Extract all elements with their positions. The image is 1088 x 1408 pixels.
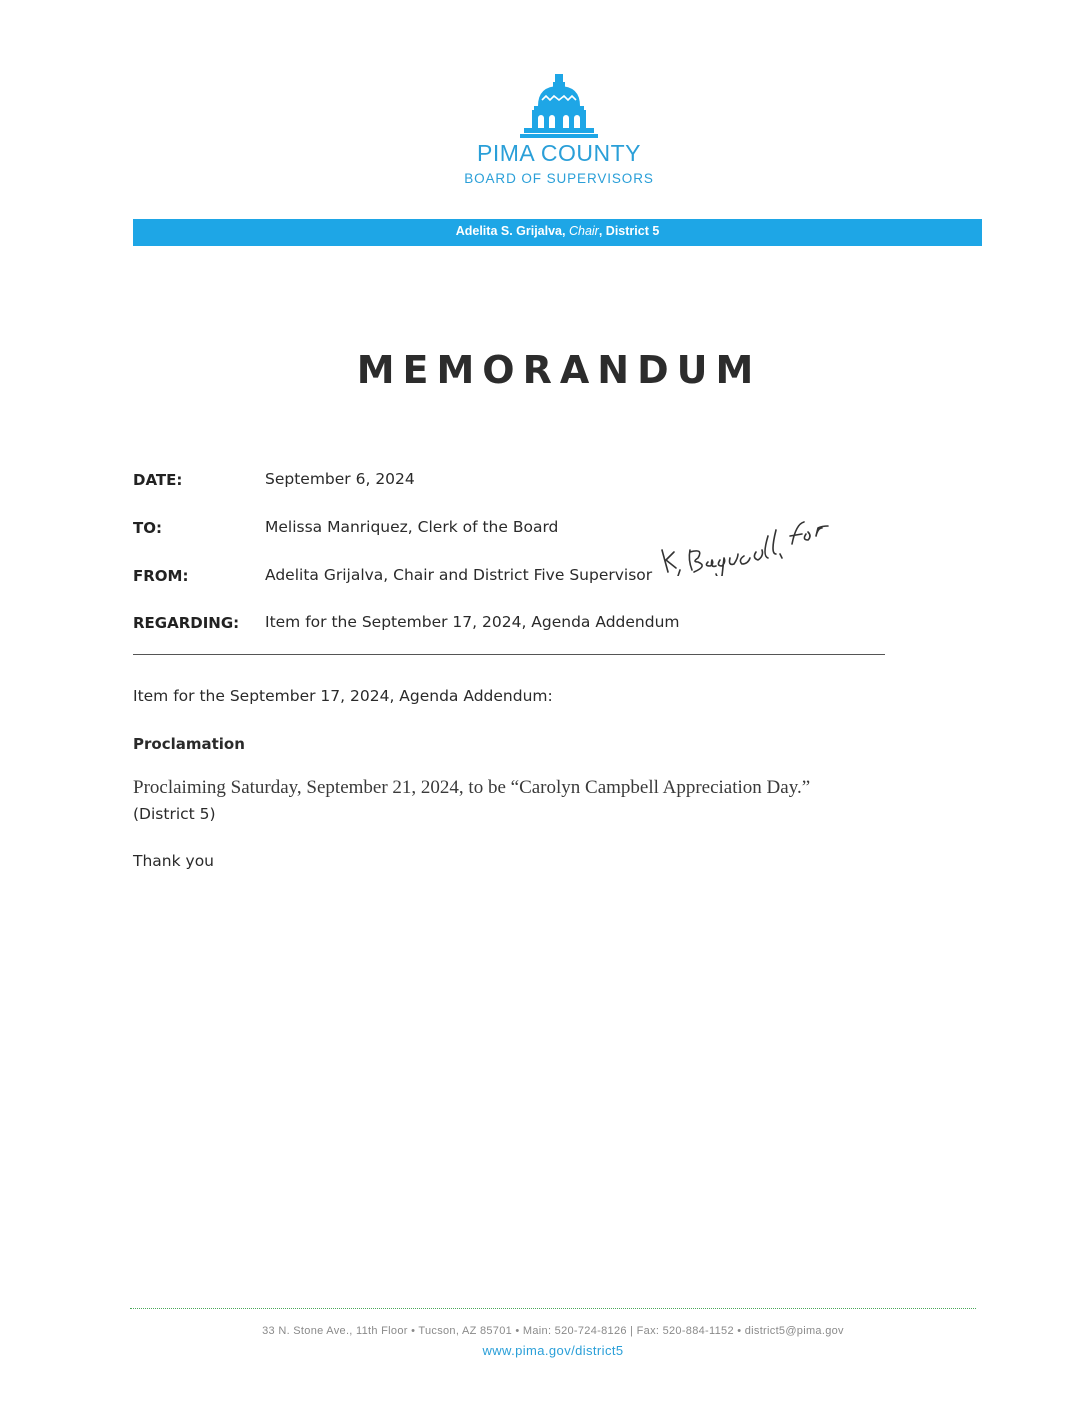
banner-role: Chair [568, 224, 599, 238]
regarding-value: Item for the September 17, 2024, Agenda Addendum [265, 613, 680, 631]
header-divider [133, 654, 885, 655]
intro-text: Item for the September 17, 2024, Agenda Addendum: [133, 687, 553, 705]
footer-address: 33 N. Stone Ave., 11th Floor • Tucson, AZ 85701 • Main: 520-724-8126 | Fax: 520-884-1152 • district5@pima.gov [262, 1325, 844, 1337]
proclamation-text: Proclaiming Saturday, September 21, 2024, to be “Carolyn Campbell Appreciation Day.” [133, 777, 811, 798]
to-label: TO: [133, 519, 162, 537]
regarding-label: REGARDING: [133, 614, 240, 632]
org-name: PIMA COUNTY [477, 140, 641, 166]
date-value: September 6, 2024 [265, 470, 415, 488]
document-title: MEMORANDUM [356, 348, 762, 392]
banner-district: , District 5 [598, 224, 660, 238]
proclamation-heading: Proclamation [133, 735, 245, 753]
footer-divider [130, 1308, 976, 1309]
handwritten-signature [652, 496, 842, 576]
date-label: DATE: [133, 471, 183, 489]
banner-text [133, 224, 982, 238]
capitol-dome-logo-icon [520, 72, 598, 140]
footer-url-link[interactable]: www.pima.gov/district5 [482, 1343, 624, 1358]
header-banner [133, 219, 982, 246]
from-value: Adelita Grijalva, Chair and District Five Supervisor [265, 566, 653, 584]
banner-name: Adelita S. Grijalva, [455, 224, 569, 238]
org-subtitle: BOARD OF SUPERVISORS [464, 171, 654, 186]
closing-text: Thank you [133, 852, 214, 870]
to-value: Melissa Manriquez, Clerk of the Board [265, 518, 559, 536]
from-label: FROM: [133, 567, 189, 585]
district-text: (District 5) [133, 805, 216, 823]
